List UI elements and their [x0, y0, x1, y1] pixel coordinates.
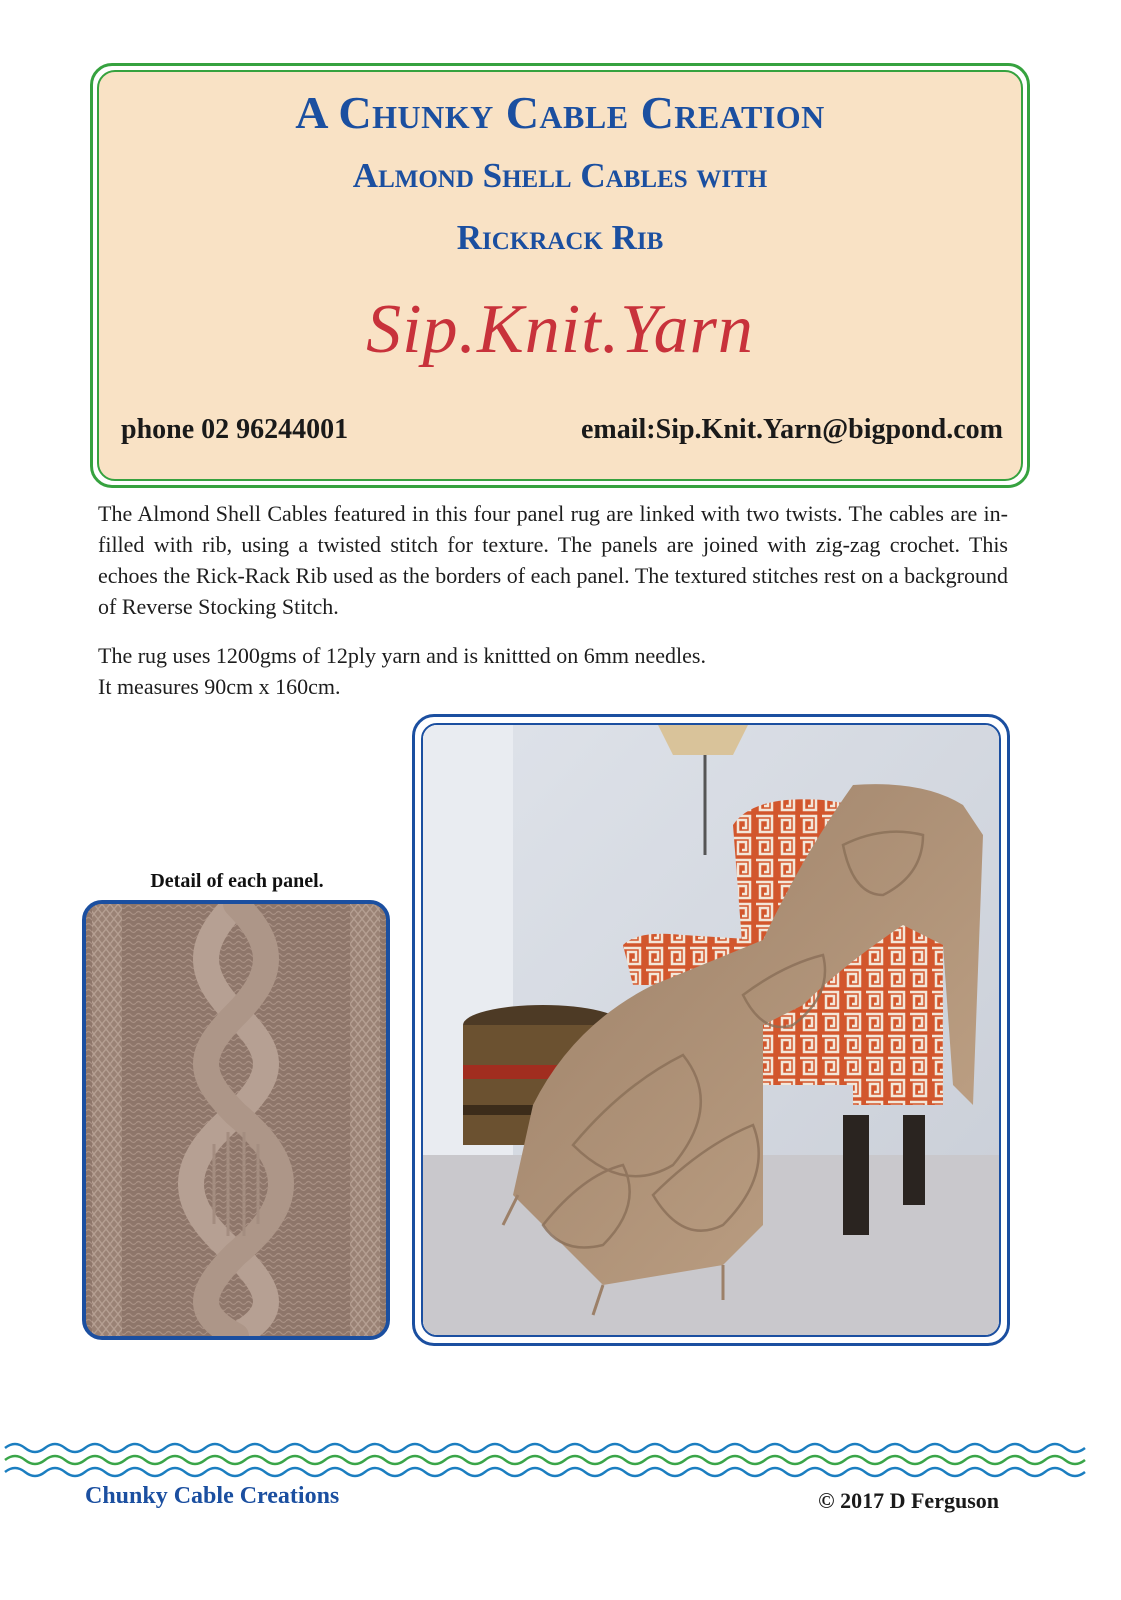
brand-logo: Sip.Knit.Yarn — [366, 291, 754, 368]
specs-paragraph — [98, 640, 1008, 702]
specs-line1: The rug uses 1200gms of 12ply yarn and is knittted on 6mm needles. — [98, 643, 706, 668]
header-inner — [97, 70, 1023, 481]
detail-image — [82, 900, 390, 1340]
footer-copyright: © 2017 D Ferguson — [818, 1488, 999, 1513]
email-address: email:Sip.Knit.Yarn@bigpond.com — [581, 414, 1003, 445]
header-box — [90, 63, 1030, 488]
pattern-name-line2: Rickrack Rib — [456, 218, 664, 257]
detail-caption: Detail of each panel. — [150, 870, 324, 892]
footer-series-name: Chunky Cable Creations — [85, 1483, 340, 1509]
wave-divider — [0, 1438, 1121, 1488]
rug-photo-frame — [412, 714, 1010, 1346]
knit-detail-graphic — [86, 904, 386, 1336]
rug-photo — [421, 723, 1001, 1337]
pattern-name-line1: Almond Shell Cables with — [352, 156, 768, 195]
intro-paragraph: The Almond Shell Cables featured in this four panel rug are linked with two twists. The cables are in-filled with rib, using a twisted stitch for texture. The panels are joined with zig-zag crochet. This echoes the Rick-Rack Rib used as the borders of each panel. The textured stitches rest on a background of Reverse Stocking Stitch. — [98, 501, 1008, 619]
page-title: A Chunky Cable Creation — [295, 87, 825, 138]
phone-number: phone 02 96244001 — [121, 414, 349, 445]
specs-line2: It measures 90cm x 160cm. — [98, 674, 341, 699]
chair-with-rug-graphic — [423, 725, 1001, 1337]
